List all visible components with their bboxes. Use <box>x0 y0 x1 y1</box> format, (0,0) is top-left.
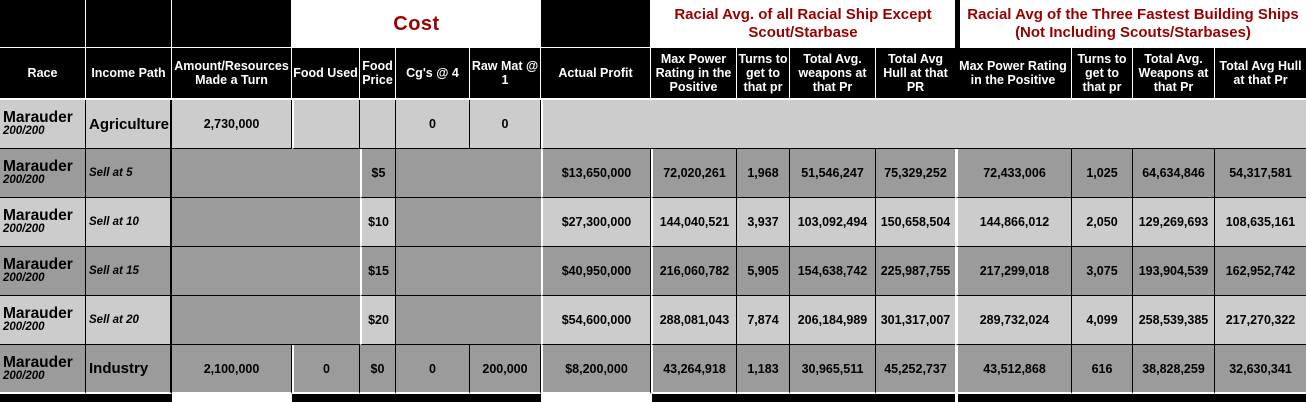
cell-g2-max-power[interactable]: 217,299,018 <box>955 247 1072 296</box>
cell-cgs[interactable]: 0 <box>396 100 470 149</box>
race-stats: 200/200 <box>3 174 45 187</box>
cell-income-path[interactable]: Sell at 5 <box>86 149 172 198</box>
cell-food-used[interactable]: 0 <box>292 345 360 394</box>
column-header-food-used[interactable]: Food Used <box>292 48 360 100</box>
cell-g1-weapons[interactable]: 51,546,247 <box>790 149 876 198</box>
strip-segment <box>292 394 541 402</box>
cell-income-path[interactable]: Agriculture <box>86 100 172 149</box>
cell-g2-hull[interactable]: 162,952,742 <box>1215 247 1306 296</box>
cell-empty-span[interactable] <box>172 296 360 345</box>
race-name: Marauder <box>3 207 73 225</box>
cell-g2-max-power[interactable]: 43,512,868 <box>955 345 1072 394</box>
cell-food-price[interactable]: $10 <box>360 198 396 247</box>
cell-income-path[interactable]: Sell at 10 <box>86 198 172 247</box>
cell-g1-hull[interactable]: 150,658,504 <box>876 198 955 247</box>
race-name: Marauder <box>3 353 73 371</box>
cell-g1-hull[interactable]: 301,317,007 <box>876 296 955 345</box>
cell-g1-weapons[interactable]: 154,638,742 <box>790 247 876 296</box>
group-header-racial-avg-all[interactable]: Racial Avg. of all Racial Ship Except Scout/Starbase <box>651 0 955 48</box>
cell-race[interactable] <box>0 100 86 149</box>
cell-g1-weapons[interactable]: 206,184,989 <box>790 296 876 345</box>
cell-g2-hull[interactable]: 108,635,161 <box>1215 198 1306 247</box>
cell-g2-hull[interactable]: 217,270,322 <box>1215 296 1306 345</box>
strip-segment <box>541 394 652 402</box>
column-header-g1-max-power[interactable]: Max Power Rating in the Positive <box>651 48 737 100</box>
cell-g2-max-power[interactable]: 72,433,006 <box>955 149 1072 198</box>
cell-g2-weapons[interactable]: 258,539,385 <box>1133 296 1215 345</box>
race-stats: 200/200 <box>3 369 45 382</box>
cell-empty-span[interactable] <box>541 100 1306 149</box>
race-name: Marauder <box>3 256 73 274</box>
cell-income-path[interactable]: Sell at 15 <box>86 247 172 296</box>
strip-segment <box>0 394 172 402</box>
race-stats: 200/200 <box>3 321 45 334</box>
cell-food-price[interactable]: $0 <box>360 345 396 394</box>
cell-g2-max-power[interactable]: 289,732,024 <box>955 296 1072 345</box>
race-stats: 200/200 <box>3 272 45 285</box>
cell-g2-turns[interactable]: 4,099 <box>1072 296 1133 345</box>
column-header-g1-turns[interactable]: Turns to get to that pr <box>737 48 790 100</box>
cell-g2-max-power[interactable]: 144,866,012 <box>955 198 1072 247</box>
cell-g2-weapons[interactable]: 38,828,259 <box>1133 345 1215 394</box>
column-header-g1-weapons[interactable]: Total Avg. weapons at that Pr <box>790 48 876 100</box>
column-header-g1-hull[interactable]: Total Avg Hull at that PR <box>876 48 955 100</box>
cell-amount[interactable]: 2,730,000 <box>172 100 292 149</box>
cell-g2-weapons[interactable]: 129,269,693 <box>1133 198 1215 247</box>
column-header-food-price[interactable]: Food Price <box>360 48 396 100</box>
cell-g1-max-power[interactable]: 288,081,043 <box>651 296 737 345</box>
cell-g1-max-power[interactable]: 144,040,521 <box>651 198 737 247</box>
strip-segment <box>958 394 1306 402</box>
cell-g2-turns[interactable]: 2,050 <box>1072 198 1133 247</box>
strip-segment <box>172 394 292 402</box>
cell-g1-hull[interactable]: 45,252,737 <box>876 345 955 394</box>
cell-g2-turns[interactable]: 3,075 <box>1072 247 1133 296</box>
race-stats: 200/200 <box>3 223 45 236</box>
group-header-racial-avg-fastest[interactable]: Racial Avg of the Three Fastest Building Ships (Not Including Scouts/Starbases) <box>955 0 1306 48</box>
header-blank-amount[interactable] <box>172 0 292 48</box>
cell-g1-max-power[interactable]: 43,264,918 <box>651 345 737 394</box>
next-block-header-edge <box>0 394 1306 402</box>
cell-food-price[interactable]: $15 <box>360 247 396 296</box>
cell-g2-weapons[interactable]: 193,904,539 <box>1133 247 1215 296</box>
cell-g1-turns[interactable]: 5,905 <box>737 247 790 296</box>
column-header-g2-hull[interactable]: Total Avg Hull at that Pr <box>1215 48 1306 100</box>
cell-g1-turns[interactable]: 3,937 <box>737 198 790 247</box>
cell-race[interactable] <box>0 345 86 394</box>
cell-empty-span[interactable] <box>396 247 541 296</box>
cell-race[interactable] <box>0 198 86 247</box>
column-header-race[interactable]: Race <box>0 48 86 100</box>
cell-food-price[interactable]: $20 <box>360 296 396 345</box>
race-name: Marauder <box>3 305 73 323</box>
column-header-g2-turns[interactable]: Turns to get to that pr <box>1072 48 1133 100</box>
race-name: Marauder <box>3 109 73 127</box>
cell-actual-profit[interactable]: $40,950,000 <box>541 247 651 296</box>
cell-income-path[interactable]: Industry <box>86 345 172 394</box>
cell-race[interactable] <box>0 296 86 345</box>
cell-actual-profit[interactable]: $27,300,000 <box>541 198 651 247</box>
cell-g1-turns[interactable]: 7,874 <box>737 296 790 345</box>
column-header-g2-weapons[interactable]: Total Avg. Weapons at that Pr <box>1133 48 1215 100</box>
cell-raw-mat[interactable]: 200,000 <box>470 345 541 394</box>
strip-segment <box>652 394 955 402</box>
header-blank-income-path[interactable] <box>86 0 172 48</box>
cell-race[interactable] <box>0 247 86 296</box>
column-header-actual-profit[interactable]: Actual Profit <box>541 48 651 100</box>
column-header-cgs[interactable]: Cg's @ 4 <box>396 48 470 100</box>
cell-g1-turns[interactable]: 1,183 <box>737 345 790 394</box>
race-name: Marauder <box>3 158 73 176</box>
cell-empty-span[interactable] <box>172 198 360 247</box>
cell-g1-weapons[interactable]: 103,092,494 <box>790 198 876 247</box>
cell-g1-max-power[interactable]: 72,020,261 <box>651 149 737 198</box>
cell-g1-hull[interactable]: 75,329,252 <box>876 149 955 198</box>
cell-actual-profit[interactable]: $8,200,000 <box>541 345 651 394</box>
cell-food-price[interactable]: $5 <box>360 149 396 198</box>
column-header-raw-mat[interactable]: Raw Mat @ 1 <box>470 48 541 100</box>
cell-g2-turns[interactable]: 616 <box>1072 345 1133 394</box>
cell-g1-hull[interactable]: 225,987,755 <box>876 247 955 296</box>
cell-g1-max-power[interactable]: 216,060,782 <box>651 247 737 296</box>
cell-g2-hull[interactable]: 54,317,581 <box>1215 149 1306 198</box>
cell-amount[interactable]: 2,100,000 <box>172 345 292 394</box>
cell-food-used[interactable] <box>292 100 360 149</box>
cell-empty-span[interactable] <box>396 296 541 345</box>
race-stats: 200/200 <box>3 125 45 138</box>
column-header-amount[interactable]: Amount/Resources Made a Turn <box>172 48 292 100</box>
cell-g1-turns[interactable]: 1,968 <box>737 149 790 198</box>
cell-g2-hull[interactable]: 32,630,341 <box>1215 345 1306 394</box>
cell-income-path[interactable]: Sell at 20 <box>86 296 172 345</box>
cell-race[interactable] <box>0 149 86 198</box>
header-blank-race[interactable] <box>0 0 86 48</box>
cell-actual-profit[interactable]: $13,650,000 <box>541 149 651 198</box>
cell-empty-span[interactable] <box>172 247 360 296</box>
cell-raw-mat[interactable]: 0 <box>470 100 541 149</box>
cell-empty-span[interactable] <box>396 198 541 247</box>
cell-empty-span[interactable] <box>172 149 360 198</box>
column-header-g2-max-power[interactable]: Max Power Rating in the Positive <box>955 48 1072 100</box>
cell-actual-profit[interactable]: $54,600,000 <box>541 296 651 345</box>
cell-empty-span[interactable] <box>396 149 541 198</box>
cell-g2-weapons[interactable]: 64,634,846 <box>1133 149 1215 198</box>
cell-food-price[interactable] <box>360 100 396 149</box>
cell-cgs[interactable]: 0 <box>396 345 470 394</box>
header-blank-profit[interactable] <box>541 0 651 48</box>
column-header-income-path[interactable]: Income Path <box>86 48 172 100</box>
cell-g1-weapons[interactable]: 30,965,511 <box>790 345 876 394</box>
group-header-cost[interactable]: Cost <box>292 0 541 48</box>
cell-g2-turns[interactable]: 1,025 <box>1072 149 1133 198</box>
